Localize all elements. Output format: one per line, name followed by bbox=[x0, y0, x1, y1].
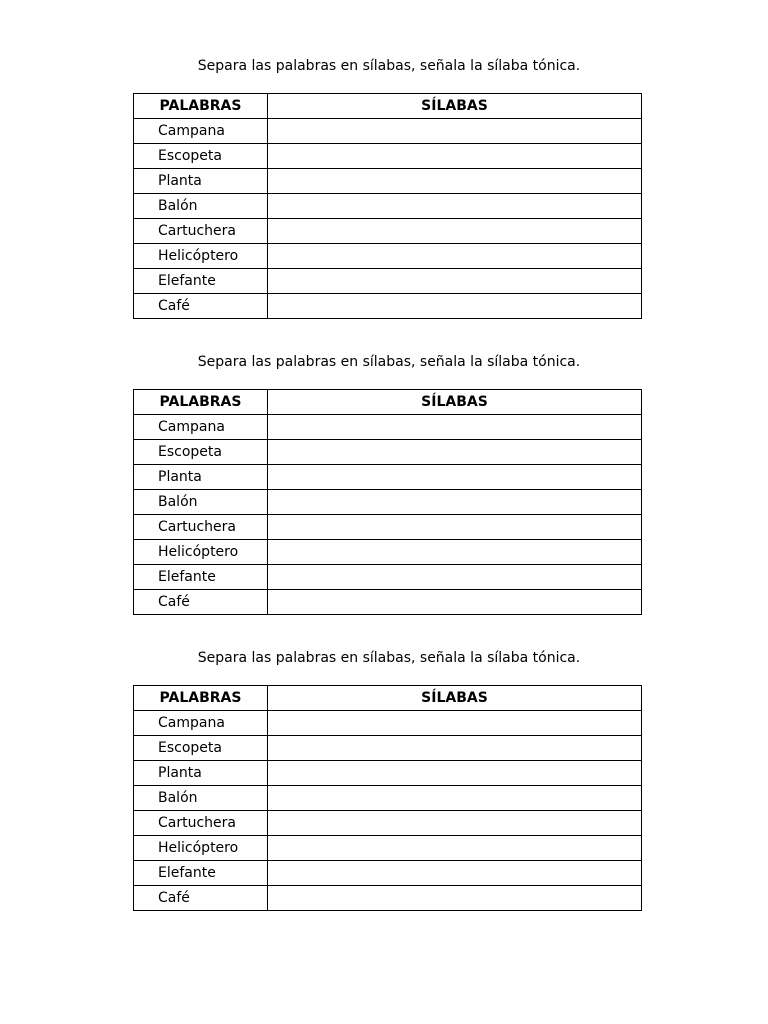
syllable-answer-cell[interactable] bbox=[268, 786, 642, 811]
word-cell: Campana bbox=[134, 415, 268, 440]
word-cell: Café bbox=[134, 886, 268, 911]
word-cell: Balón bbox=[134, 490, 268, 515]
syllable-answer-cell[interactable] bbox=[268, 440, 642, 465]
syllable-answer-cell[interactable] bbox=[268, 144, 642, 169]
word-cell: Campana bbox=[134, 711, 268, 736]
table-row bbox=[134, 244, 642, 269]
word-cell: Campana bbox=[134, 119, 268, 144]
syllable-answer-cell[interactable] bbox=[268, 119, 642, 144]
table-row bbox=[134, 440, 642, 465]
table-row bbox=[134, 465, 642, 490]
instruction-text: Separa las palabras en sílabas, señala la sílaba tónica. bbox=[197, 650, 581, 666]
word-cell: Cartuchera bbox=[134, 811, 268, 836]
syllable-answer-cell[interactable] bbox=[268, 861, 642, 886]
word-cell: Helicóptero bbox=[134, 836, 268, 861]
word-cell: Elefante bbox=[134, 565, 268, 590]
word-cell: Escopeta bbox=[134, 144, 268, 169]
syllable-answer-cell[interactable] bbox=[268, 761, 642, 786]
table-row bbox=[134, 219, 642, 244]
syllable-answer-cell[interactable] bbox=[268, 886, 642, 911]
table-row bbox=[134, 515, 642, 540]
word-cell: Balón bbox=[134, 194, 268, 219]
word-cell: Planta bbox=[134, 465, 268, 490]
table-row bbox=[134, 736, 642, 761]
table-row bbox=[134, 786, 642, 811]
syllable-answer-cell[interactable] bbox=[268, 194, 642, 219]
table-row bbox=[134, 540, 642, 565]
syllable-answer-cell[interactable] bbox=[268, 515, 642, 540]
header-silabas: SÍLABAS bbox=[268, 390, 642, 415]
word-cell: Escopeta bbox=[134, 440, 268, 465]
instruction-text: Separa las palabras en sílabas, señala la sílaba tónica. bbox=[197, 354, 581, 370]
syllable-answer-cell[interactable] bbox=[268, 540, 642, 565]
syllable-answer-cell[interactable] bbox=[268, 269, 642, 294]
syllable-answer-cell[interactable] bbox=[268, 465, 642, 490]
word-cell: Escopeta bbox=[134, 736, 268, 761]
table-row bbox=[134, 861, 642, 886]
table-row bbox=[134, 811, 642, 836]
table-header-row bbox=[134, 686, 642, 711]
header-palabras: PALABRAS bbox=[134, 686, 268, 711]
table-row bbox=[134, 194, 642, 219]
syllable-answer-cell[interactable] bbox=[268, 244, 642, 269]
table-row bbox=[134, 836, 642, 861]
table-row bbox=[134, 490, 642, 515]
header-palabras: PALABRAS bbox=[134, 390, 268, 415]
syllable-answer-cell[interactable] bbox=[268, 590, 642, 615]
syllable-table bbox=[133, 685, 642, 911]
table-row bbox=[134, 269, 642, 294]
table-row bbox=[134, 294, 642, 319]
table-row bbox=[134, 565, 642, 590]
syllable-answer-cell[interactable] bbox=[268, 490, 642, 515]
syllable-answer-cell[interactable] bbox=[268, 415, 642, 440]
word-cell: Elefante bbox=[134, 861, 268, 886]
word-cell: Planta bbox=[134, 169, 268, 194]
table-header-row bbox=[134, 390, 642, 415]
word-cell: Cartuchera bbox=[134, 515, 268, 540]
table-row bbox=[134, 415, 642, 440]
syllable-table bbox=[133, 389, 642, 615]
syllable-answer-cell[interactable] bbox=[268, 736, 642, 761]
syllable-answer-cell[interactable] bbox=[268, 219, 642, 244]
syllable-table bbox=[133, 93, 642, 319]
word-cell: Balón bbox=[134, 786, 268, 811]
table-row bbox=[134, 144, 642, 169]
syllable-answer-cell[interactable] bbox=[268, 294, 642, 319]
word-cell: Elefante bbox=[134, 269, 268, 294]
word-cell: Cartuchera bbox=[134, 219, 268, 244]
table-row bbox=[134, 886, 642, 911]
table-header-row bbox=[134, 94, 642, 119]
syllable-answer-cell[interactable] bbox=[268, 565, 642, 590]
table-row bbox=[134, 169, 642, 194]
table-row bbox=[134, 119, 642, 144]
word-cell: Helicóptero bbox=[134, 244, 268, 269]
syllable-answer-cell[interactable] bbox=[268, 811, 642, 836]
table-row bbox=[134, 711, 642, 736]
syllable-answer-cell[interactable] bbox=[268, 169, 642, 194]
instruction-text: Separa las palabras en sílabas, señala la sílaba tónica. bbox=[197, 58, 581, 74]
word-cell: Café bbox=[134, 590, 268, 615]
word-cell: Helicóptero bbox=[134, 540, 268, 565]
word-cell: Café bbox=[134, 294, 268, 319]
word-cell: Planta bbox=[134, 761, 268, 786]
header-palabras: PALABRAS bbox=[134, 94, 268, 119]
table-row bbox=[134, 590, 642, 615]
syllable-answer-cell[interactable] bbox=[268, 711, 642, 736]
table-row bbox=[134, 761, 642, 786]
header-silabas: SÍLABAS bbox=[268, 94, 642, 119]
header-silabas: SÍLABAS bbox=[268, 686, 642, 711]
syllable-answer-cell[interactable] bbox=[268, 836, 642, 861]
